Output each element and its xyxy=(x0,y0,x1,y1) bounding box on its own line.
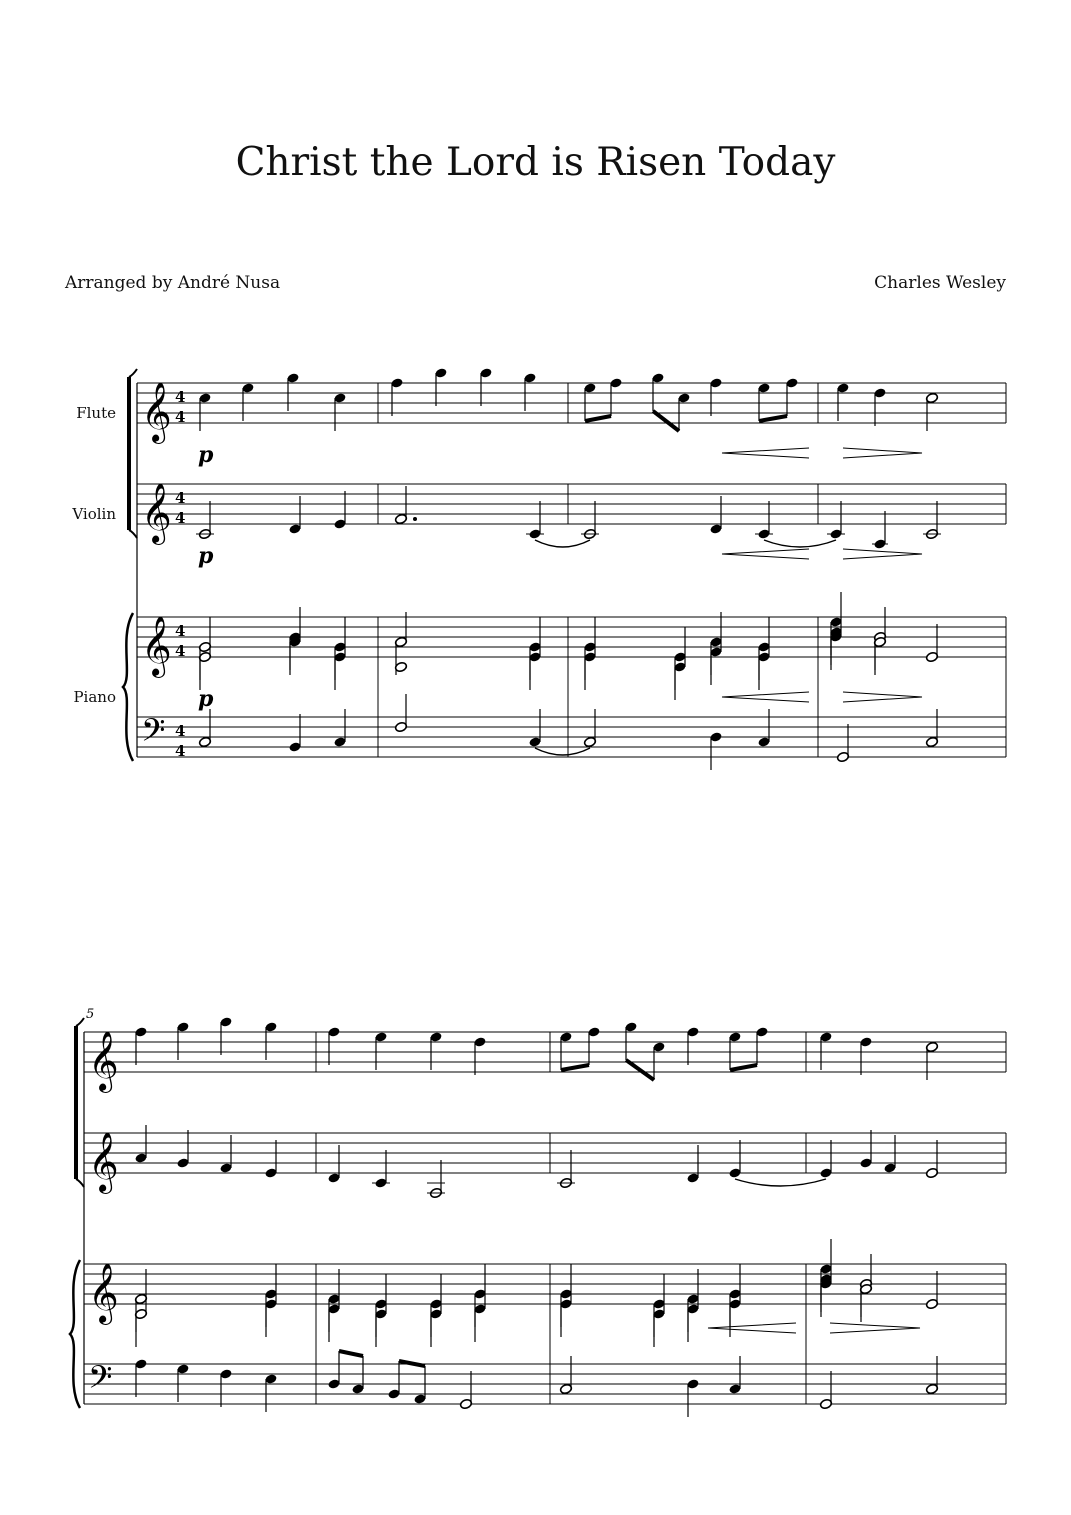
treble-clef-icon: 𝄞 xyxy=(88,1132,119,1192)
decrescendo-hairpin xyxy=(843,692,922,702)
bracket-hook xyxy=(76,1179,84,1187)
instrument-label-violin: Violin xyxy=(72,505,116,523)
treble-clef-icon: 𝄞 xyxy=(88,1031,119,1091)
bracket-hook xyxy=(76,1018,84,1026)
beam xyxy=(730,1065,757,1070)
measure-number: 5 xyxy=(86,1007,95,1022)
time-signature-top: 4 xyxy=(175,722,186,740)
crescendo-hairpin xyxy=(722,692,809,702)
beam xyxy=(626,1060,654,1080)
dynamic-marking: p xyxy=(198,543,214,569)
time-signature-bottom: 4 xyxy=(175,408,186,426)
treble-clef-icon: 𝄞 xyxy=(141,483,172,543)
tie xyxy=(535,748,590,755)
treble-clef-icon: 𝄞 xyxy=(88,1263,119,1323)
bracket-hook xyxy=(129,369,137,377)
instrument-label-flute: Flute xyxy=(76,404,116,422)
decrescendo-hairpin xyxy=(830,1323,920,1333)
time-signature-top: 4 xyxy=(175,489,186,507)
page-title: Christ the Lord is Risen Today xyxy=(235,140,836,185)
dot xyxy=(413,517,417,521)
dynamic-marking: p xyxy=(198,686,214,712)
instrument-label-piano: Piano xyxy=(73,688,116,706)
beam xyxy=(585,416,611,421)
decrescendo-hairpin xyxy=(843,549,922,559)
time-signature-top: 4 xyxy=(175,388,186,406)
treble-clef-icon: 𝄞 xyxy=(141,382,172,442)
dynamic-marking: p xyxy=(198,442,214,468)
beam xyxy=(399,1361,425,1366)
crescendo-hairpin xyxy=(722,549,809,559)
bass-clef-icon: 𝄢 xyxy=(141,712,166,756)
beam xyxy=(653,411,679,431)
crescendo-hairpin xyxy=(722,448,809,458)
beam xyxy=(759,416,787,421)
time-signature-bottom: 4 xyxy=(175,509,186,527)
bass-clef-icon: 𝄢 xyxy=(88,1359,113,1403)
arranger-credit: Arranged by André Nusa xyxy=(65,273,281,293)
treble-clef-icon: 𝄞 xyxy=(141,616,172,676)
tie xyxy=(735,1179,826,1186)
time-signature-top: 4 xyxy=(175,622,186,640)
decrescendo-hairpin xyxy=(843,448,922,458)
time-signature-bottom: 4 xyxy=(175,642,186,660)
tie xyxy=(764,540,836,547)
beam xyxy=(339,1351,363,1356)
time-signature-bottom: 4 xyxy=(175,742,186,760)
composer-credit: Charles Wesley xyxy=(874,273,1006,293)
crescendo-hairpin xyxy=(708,1323,796,1333)
piano-brace xyxy=(70,1260,80,1408)
beam xyxy=(561,1065,589,1070)
piano-brace xyxy=(123,613,133,761)
bracket-hook xyxy=(129,530,137,538)
tie xyxy=(535,540,590,547)
